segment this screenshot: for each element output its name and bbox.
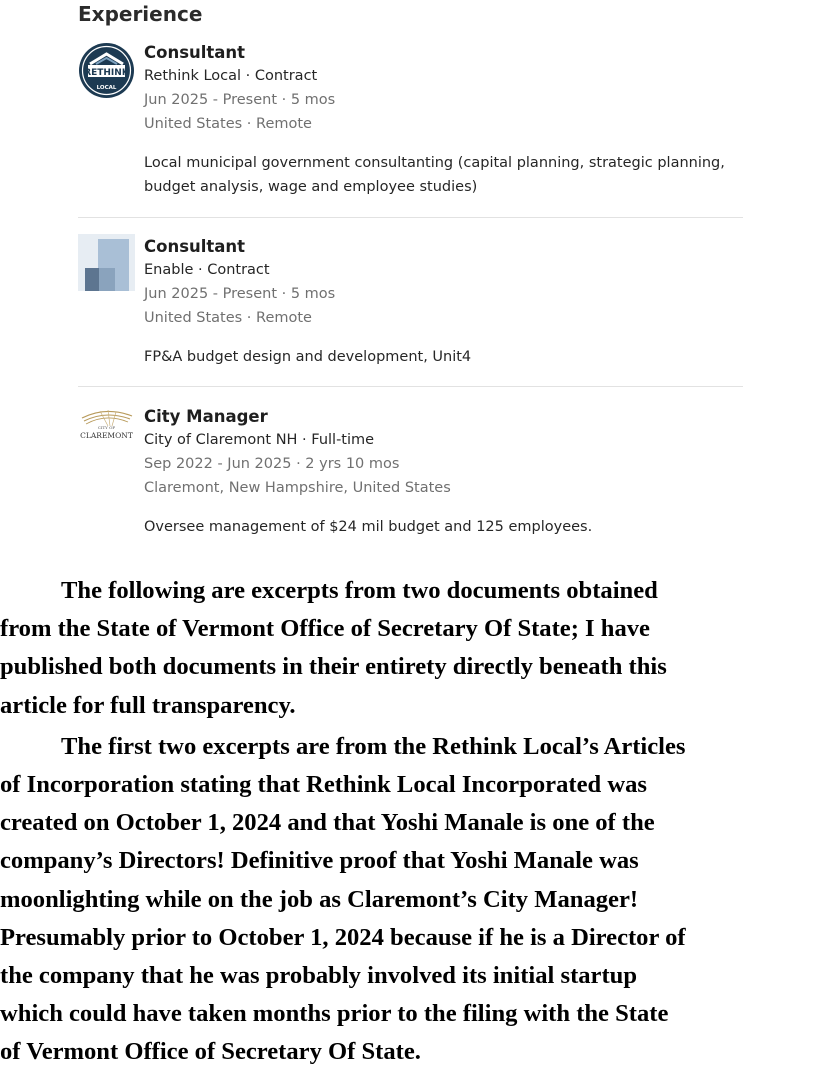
article-line: The first two excerpts are from the Rethink Local’s Articles [61,732,686,760]
article-line: article for full transparency. [0,691,296,719]
article-line: of Incorporation stating that Rethink Local Incorporated was [0,771,647,799]
svg-text:RETHINK: RETHINK [84,68,129,78]
job-dates: Sep 2022 - Jun 2025 · 2 yrs 10 mos [144,456,400,472]
article-paragraph-1 [0,572,814,725]
job-dates: Jun 2025 - Present · 5 mos [144,92,336,108]
job-location: United States · Remote [144,116,312,132]
article-line: Presumably prior to October 1, 2024 because if he is a Director of [0,923,686,951]
experience-heading: Experience [78,2,203,26]
city-of-claremont-logo[interactable] [78,406,135,463]
svg-text:CITY OF: CITY OF [97,425,116,430]
article-line: company’s Directors! Definitive proof that Yoshi Manale was [0,847,639,875]
company-employment-type: Rethink Local · Contract [144,68,318,84]
job-title[interactable]: Consultant [144,237,246,256]
job-description: Local municipal government consultanting (capital planning, strategic planning, budget analysis, wage and employee studies) [144,155,725,195]
experience-entry-info [144,42,744,199]
job-description: Oversee management of $24 mil budget and 125 employees. [144,519,593,535]
article-line: created on October 1, 2024 and that Yoshi Manale is one of the [0,809,655,837]
job-description: FP&A budget design and development, Unit4 [144,349,472,365]
article-line: which could have taken months prior to the filing with the State [0,1000,669,1028]
job-title[interactable]: City Manager [144,407,268,426]
experience-entry-info [144,406,744,539]
article-line: moonlighting while on the job as Claremont’s City Manager! [0,885,639,913]
company-employment-type: City of Claremont NH · Full-time [144,432,375,448]
article-line: The following are excerpts from two documents obtained [61,577,658,604]
svg-text:CLAREMONT: CLAREMONT [80,431,133,440]
article-line: published both documents in their entirety directly beneath this [0,653,667,681]
article-line: the company that he was probably involved its initial startup [0,962,638,990]
job-location: United States · Remote [144,310,312,326]
rethink-local-logo[interactable] [78,42,135,99]
article-body [0,572,814,1072]
svg-text:LOCAL: LOCAL [96,85,117,91]
job-location: Claremont, New Hampshire, United States [144,480,451,496]
enable-logo[interactable] [78,234,135,291]
entry-divider [78,386,743,387]
article-line: from the State of Vermont Office of Secretary Of State; I have [0,615,650,643]
experience-entry-info [144,236,744,369]
entry-divider [78,217,743,218]
company-employment-type: Enable · Contract [144,262,270,278]
job-dates: Jun 2025 - Present · 5 mos [144,286,336,302]
article-line: of Vermont Office of Secretary Of State. [0,1038,421,1066]
article-paragraph-2 [0,728,814,1072]
job-title[interactable]: Consultant [144,43,246,62]
